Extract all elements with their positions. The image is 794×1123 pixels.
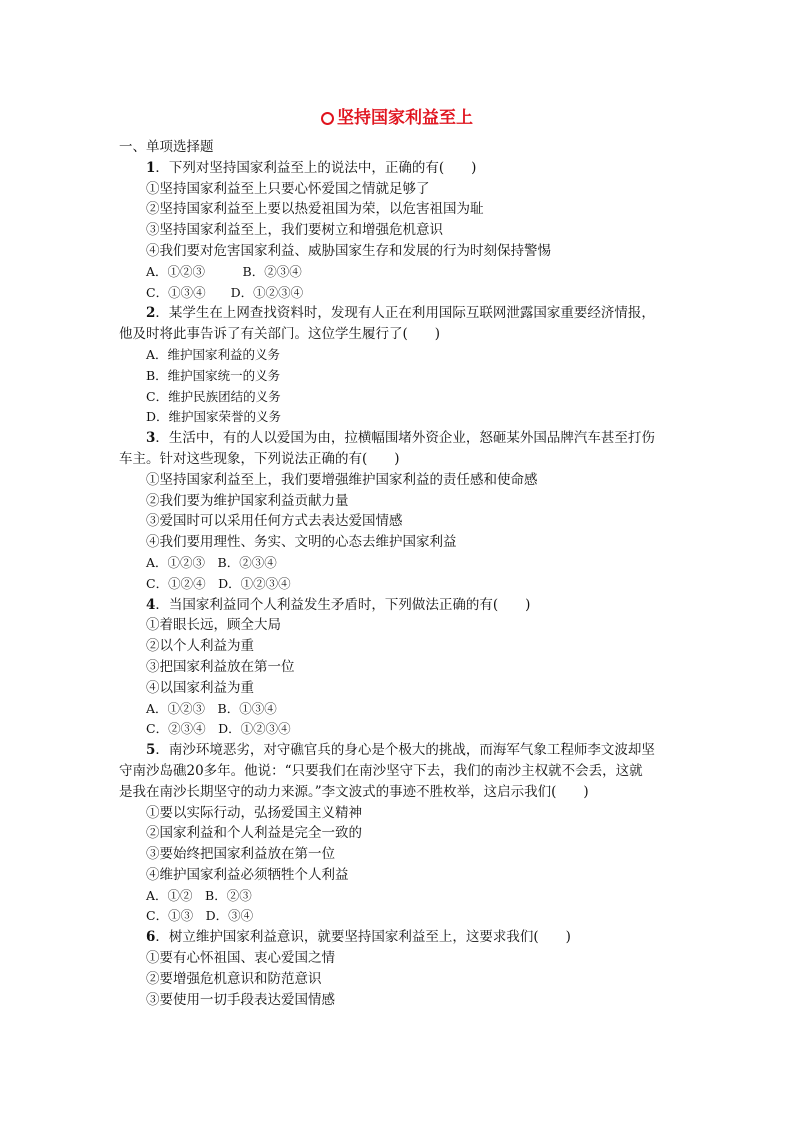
question-stem: 6．树立维护国家利益意识，就要坚持国家利益至上，这要求我们( ) bbox=[146, 929, 571, 946]
answer-choices: A．①②③ B．②③④ bbox=[146, 554, 277, 570]
circle-mark-icon bbox=[321, 112, 334, 125]
statement-item: ①要有心怀祖国、衷心爱国之情 bbox=[146, 950, 335, 967]
statement-item: ④维护国家利益必须牺牲个人利益 bbox=[146, 866, 349, 883]
statement-item: ②以个人利益为重 bbox=[146, 638, 254, 655]
statement-item: ①坚持国家利益至上，我们要增强维护国家利益的责任感和使命感 bbox=[146, 471, 538, 488]
statement-item: ①着眼长远，顾全大局 bbox=[146, 617, 281, 634]
question-stem: 5．南沙环境恶劣，对守礁官兵的身心是个极大的挑战，而海军气象工程师李文波却坚 bbox=[146, 742, 655, 759]
answer-choices: C．②③④ D．①②③④ bbox=[146, 721, 291, 737]
answer-choice: A．维护国家利益的义务 bbox=[146, 346, 281, 362]
answer-choices: A．①②③ B．①③④ bbox=[146, 700, 277, 716]
statement-item: ④以国家利益为重 bbox=[146, 679, 254, 696]
question-number: 3 bbox=[146, 430, 156, 447]
page-title: 坚持国家利益至上 bbox=[0, 107, 794, 129]
statement-item: ②要增强危机意识和防范意识 bbox=[146, 970, 322, 987]
answer-choice: C．维护民族团结的义务 bbox=[146, 388, 281, 404]
section-heading: 一、单项选择题 bbox=[119, 139, 214, 155]
answer-choices: C．①③④ D．①②③④ bbox=[146, 284, 304, 300]
question-stem-continued: 车主。针对这些现象，下列说法正确的有( ) bbox=[119, 450, 400, 467]
statement-item: ②我们要为维护国家利益贡献力量 bbox=[146, 492, 349, 509]
statement-item: ③要始终把国家利益放在第一位 bbox=[146, 846, 335, 863]
question-6 bbox=[119, 927, 679, 1010]
answer-choices: A．①② B．②③ bbox=[146, 887, 252, 903]
question-number: 2 bbox=[146, 305, 156, 322]
question-5 bbox=[119, 740, 679, 927]
question-stem-continued: 他及时将此事告诉了有关部门。这位学生履行了( ) bbox=[119, 326, 441, 343]
answer-choices: C．①②④ D．①②③④ bbox=[146, 575, 291, 591]
answer-choices: C．①③ D．③④ bbox=[146, 908, 254, 924]
answer-choice: B．维护国家统一的义务 bbox=[146, 367, 281, 383]
question-stem: 3．生活中，有的人以爱国为由，拉横幅围堵外资企业，怒砸某外国品牌汽车甚至打伤 bbox=[146, 430, 655, 447]
question-stem: 1．下列对坚持国家利益至上的说法中，正确的有( ) bbox=[146, 159, 477, 176]
statement-item: ③要使用一切手段表达爱国情感 bbox=[146, 991, 335, 1008]
statement-item: ①要以实际行动，弘扬爱国主义精神 bbox=[146, 804, 362, 821]
question-number: 1 bbox=[146, 159, 156, 176]
statement-item: ①坚持国家利益至上只要心怀爱国之情就足够了 bbox=[146, 180, 430, 197]
question-3 bbox=[119, 428, 679, 594]
statement-item: ④我们要用理性、务实、文明的心态去维护国家利益 bbox=[146, 534, 457, 551]
statement-item: ③坚持国家利益至上，我们要树立和增强危机意识 bbox=[146, 222, 443, 239]
question-4 bbox=[119, 595, 679, 741]
statement-item: ③爱国时可以采用任何方式去表达爱国情感 bbox=[146, 513, 403, 530]
question-1 bbox=[119, 158, 679, 304]
answer-choices: A．①②③ B．②③④ bbox=[146, 263, 302, 279]
question-stem-continued: 守南沙岛礁20多年。他说：“只要我们在南沙坚守下去，我们的南沙主权就不会丢，这就 bbox=[119, 762, 643, 779]
question-stem: 4．当国家利益同个人利益发生矛盾时，下列做法正确的有( ) bbox=[146, 596, 531, 613]
answer-choice: D．维护国家荣誉的义务 bbox=[146, 409, 282, 425]
question-number: 5 bbox=[146, 742, 156, 759]
question-number: 6 bbox=[146, 929, 156, 946]
statement-item: ②坚持国家利益至上要以热爱祖国为荣，以危害祖国为耻 bbox=[146, 201, 484, 218]
statement-item: ③把国家利益放在第一位 bbox=[146, 658, 295, 675]
statement-item: ②国家利益和个人利益是完全一致的 bbox=[146, 825, 362, 842]
question-content bbox=[119, 137, 679, 1010]
question-stem: 2．某学生在上网查找资料时，发现有人正在利用国际互联网泄露国家重要经济情报， bbox=[146, 305, 655, 322]
question-stem-continued: 是我在南沙长期坚守的动力来源。”李文波式的事迹不胜枚举，这启示我们( ) bbox=[119, 783, 589, 800]
question-number: 4 bbox=[146, 596, 156, 613]
question-2 bbox=[119, 303, 679, 428]
statement-item: ④我们要对危害国家利益、威胁国家生存和发展的行为时刻保持警惕 bbox=[146, 242, 551, 259]
